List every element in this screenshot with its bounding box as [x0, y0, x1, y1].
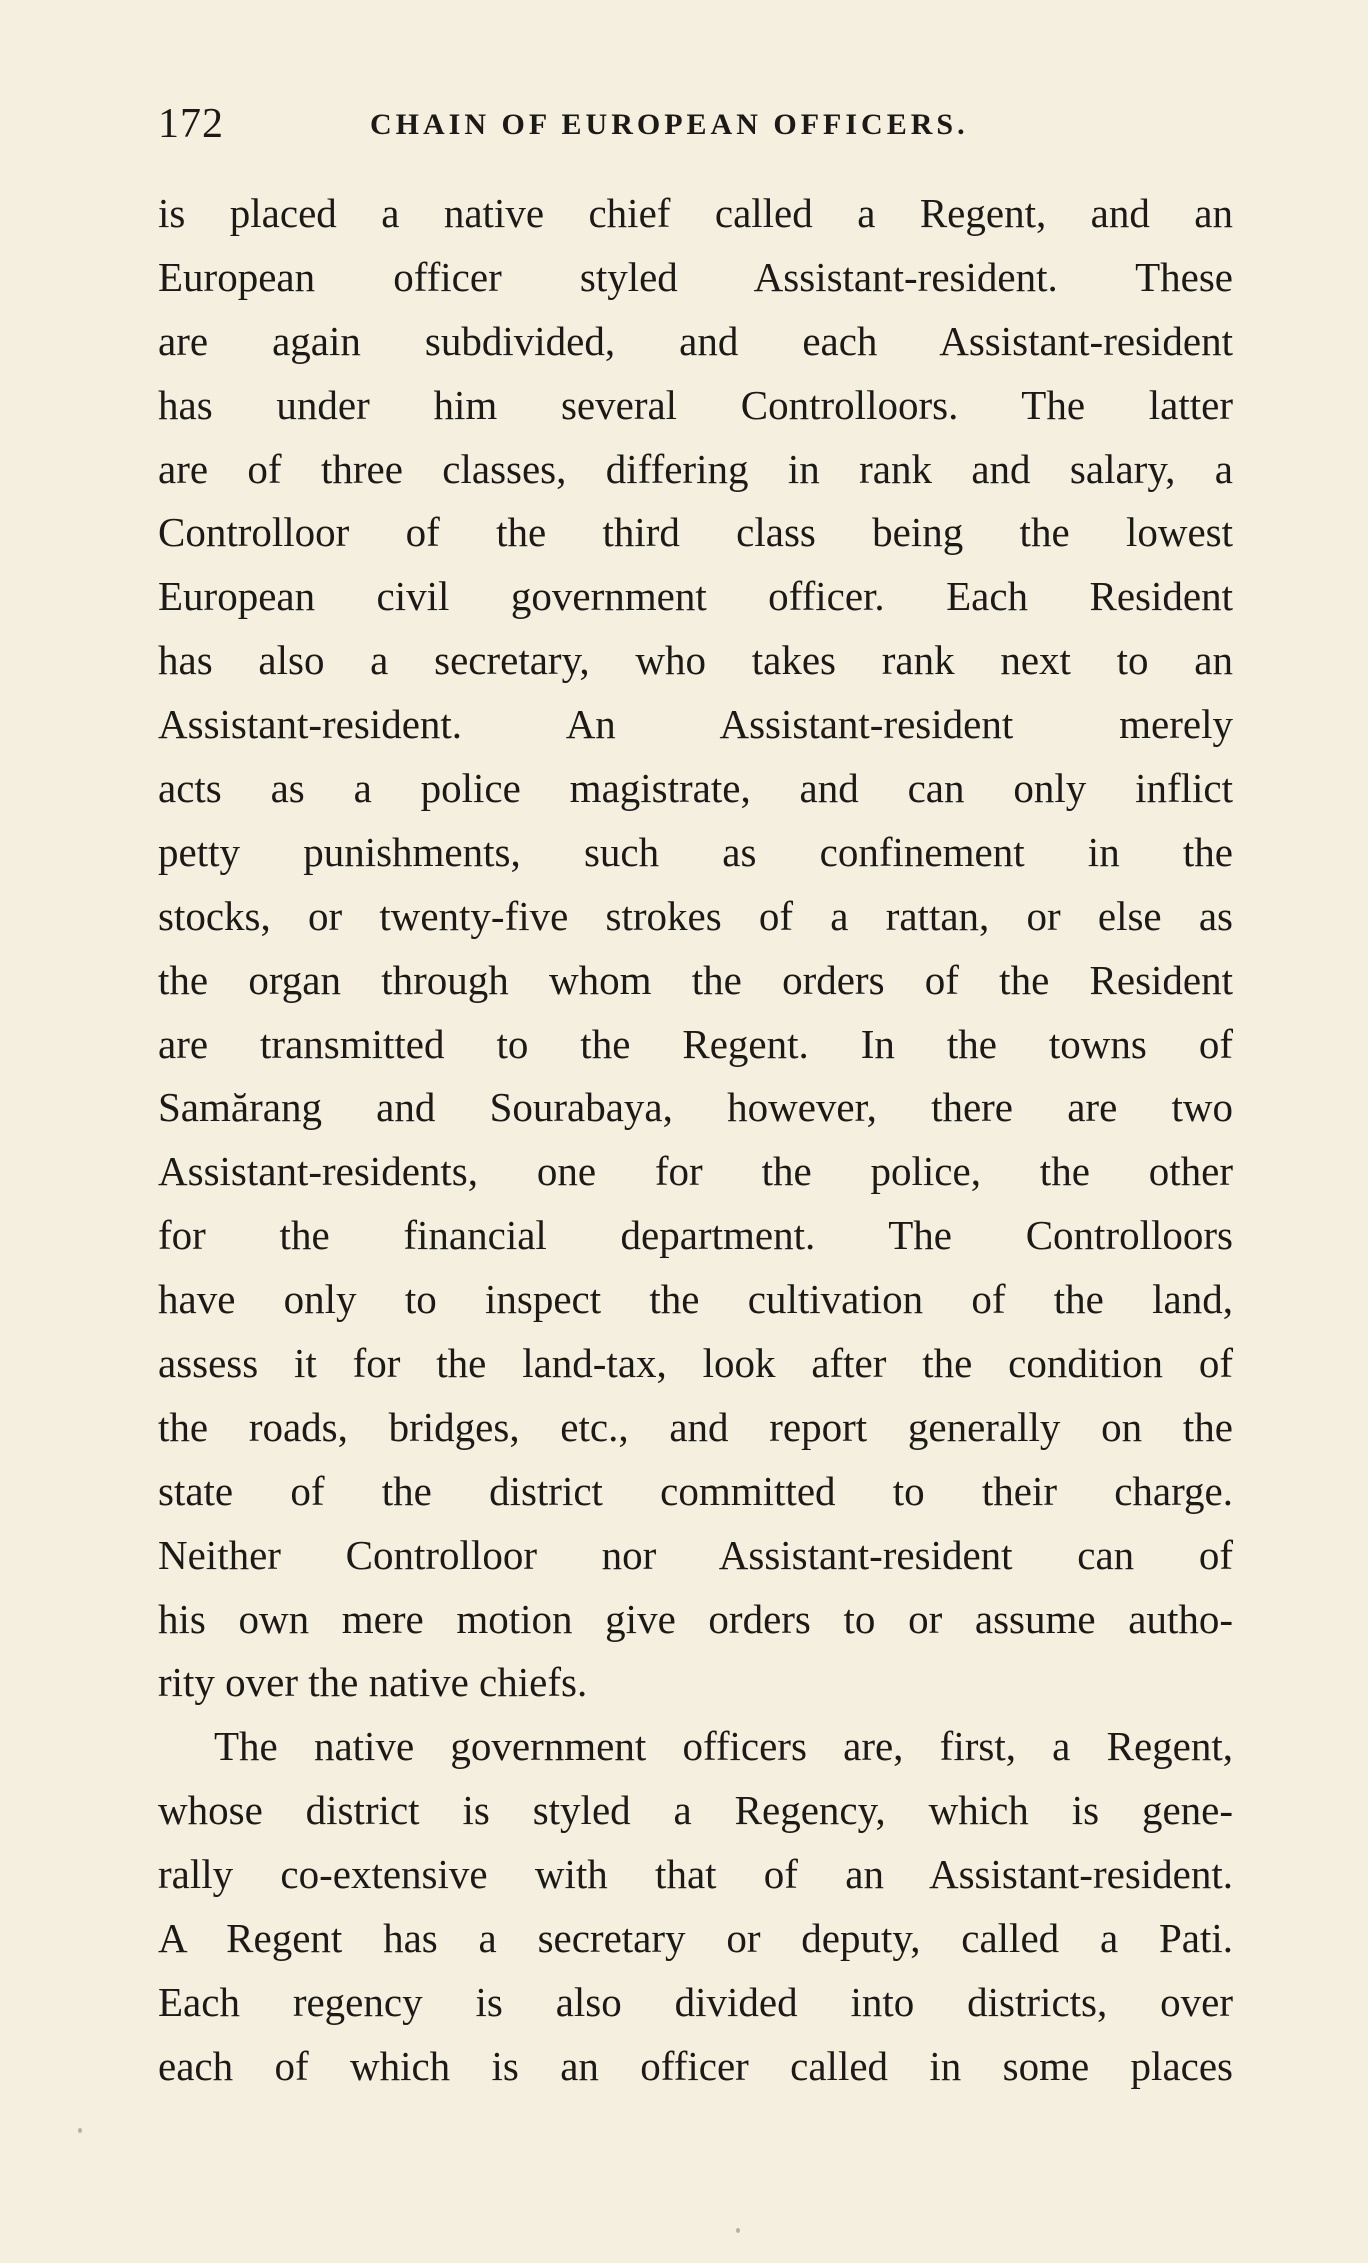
text-line: are transmitted to the Regent. In the towns of [158, 1020, 1233, 1067]
text-line: has also a secretary, who takes rank next to an [158, 637, 1233, 684]
page-number: 172 [158, 101, 224, 147]
text-line: the organ through whom the orders of the Resident [158, 956, 1233, 1003]
text-line: have only to inspect the cultivation of the land, [158, 1276, 1233, 1323]
text-line: for the financial department. The Controlloors [158, 1212, 1233, 1259]
text-line: Each regency is also divided into districts, over [158, 1978, 1233, 2025]
text-line: Assistant-residents, one for the police, the other [158, 1148, 1233, 1195]
text-line: is placed a native chief called a Regent, and an [158, 190, 1233, 236]
text-line: the roads, bridges, etc., and report generally on the [158, 1403, 1233, 1450]
text-line: has under him several Controlloors. The latter [158, 381, 1233, 428]
text-line: are of three classes, differing in rank and salary, a [158, 445, 1233, 492]
text-line: assess it for the land-tax, look after the condition of [158, 1340, 1233, 1387]
paragraph-start-line: The native government officers are, first, a Regent, [214, 1723, 1233, 1770]
text-line: Assistant-resident. An Assistant-resident merely [158, 701, 1233, 748]
text-line: European civil government officer. Each Resident [158, 573, 1233, 620]
text-line: each of which is an officer called in some places [158, 2042, 1233, 2089]
running-head: CHAIN OF EUROPEAN OFFICERS. [370, 108, 969, 141]
paper-speck [78, 2128, 82, 2133]
text-line: petty punishments, such as confinement in the [158, 828, 1233, 875]
text-line: state of the district committed to their charge. [158, 1467, 1233, 1514]
text-line: stocks, or twenty-five strokes of a rattan, or else as [158, 892, 1233, 939]
body-text [158, 182, 1233, 2099]
text-line: are again subdivided, and each Assistant-resident [158, 317, 1233, 364]
text-line: rally co-extensive with that of an Assistant-resident. [158, 1851, 1233, 1898]
page-header [158, 100, 1233, 160]
text-line: acts as a police magistrate, and can only inflict [158, 765, 1233, 812]
text-line: A Regent has a secretary or deputy, called a Pati. [158, 1915, 1233, 1962]
text-line: Samărang and Sourabaya, however, there are two [158, 1084, 1233, 1131]
text-line: European officer styled Assistant-resident. These [158, 253, 1233, 300]
text-line: Controlloor of the third class being the lowest [158, 509, 1233, 556]
paragraph-end-line: rity over the native chiefs. [158, 1659, 588, 1706]
text-line: Neither Controlloor nor Assistant-resident can of [158, 1531, 1233, 1578]
text-line: whose district is styled a Regency, which is gene- [158, 1787, 1233, 1834]
paper-speck [736, 2228, 740, 2233]
text-line: his own mere motion give orders to or assume autho- [158, 1595, 1233, 1642]
